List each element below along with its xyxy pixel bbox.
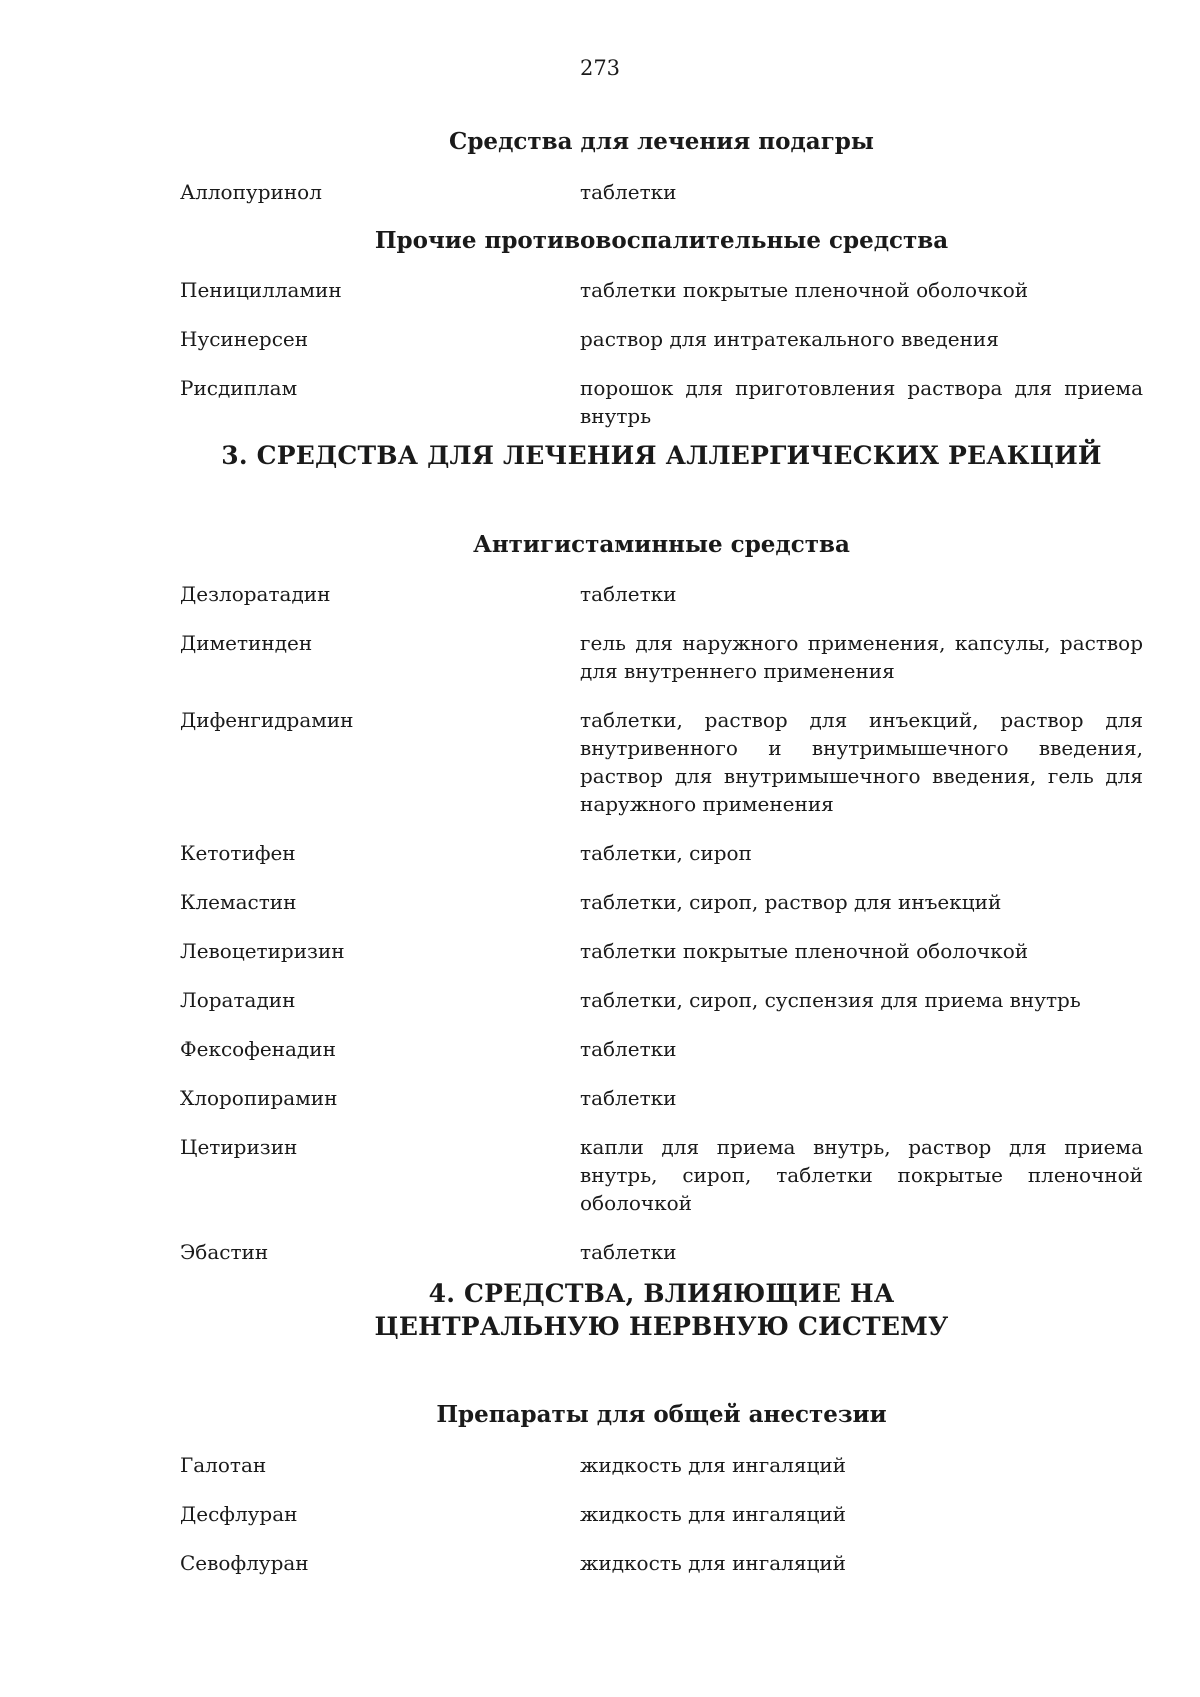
drug-name: Галотан xyxy=(180,1452,267,1477)
drug-row xyxy=(180,325,1143,353)
drug-form: таблетки, сироп, раствор для инъекций xyxy=(580,890,1002,915)
drug-row xyxy=(180,986,1143,1014)
subsection-title-antihistamines: Антигистаминные средства xyxy=(473,530,850,558)
drug-name: Десфлуран xyxy=(180,1501,298,1526)
drug-form: таблетки xyxy=(580,1086,677,1111)
drug-name: Хлоропирамин xyxy=(180,1086,338,1111)
drug-row xyxy=(180,1500,1143,1528)
subsection-title-anti-inflammatory: Прочие противовоспалительные средства xyxy=(374,226,949,254)
drug-name: Рисдиплам xyxy=(180,376,298,401)
drug-name: Эбастин xyxy=(180,1240,269,1265)
drug-row xyxy=(180,1451,1143,1479)
drug-form: капли для приема внутрь, раствор для приема внутрь, сироп, таблетки покрытые пленочной оболочкой xyxy=(580,1135,1143,1216)
drug-row xyxy=(180,706,1143,818)
drug-row xyxy=(180,374,1143,430)
drug-name: Клемастин xyxy=(180,890,297,915)
drug-form: жидкость для ингаляций xyxy=(580,1501,846,1526)
section-title-cns-line1: 4. СРЕДСТВА, ВЛИЯЮЩИЕ НА xyxy=(428,1279,895,1309)
drug-name: Фексофенадин xyxy=(180,1037,336,1062)
drug-form: раствор для интратекального введения xyxy=(580,327,999,352)
section-title-allergy: 3. СРЕДСТВА ДЛЯ ЛЕЧЕНИЯ АЛЛЕРГИЧЕСКИХ РЕАКЦИЙ xyxy=(221,441,1102,471)
drug-row xyxy=(180,580,1143,608)
drug-row xyxy=(180,937,1143,965)
section-title-cns-line2: ЦЕНТРАЛЬНУЮ НЕРВНУЮ СИСТЕМУ xyxy=(374,1311,949,1341)
drug-name: Левоцетиризин xyxy=(180,939,345,964)
drug-row xyxy=(180,888,1143,916)
drug-name: Пеницилламин xyxy=(180,278,342,303)
drug-row xyxy=(180,1133,1143,1217)
drug-name: Кетотифен xyxy=(180,841,296,866)
drug-form: порошок для приготовления раствора для приема внутрь xyxy=(580,376,1143,429)
drug-row xyxy=(180,276,1143,304)
drug-name: Севофлуран xyxy=(180,1550,309,1575)
drug-form: таблетки, раствор для инъекций, раствор для внутривенного и внутримышечного введения, раствор для внутримышечного введения, гель для наружного применения xyxy=(580,708,1143,817)
drug-name: Дифенгидрамин xyxy=(180,708,354,733)
page-number: 273 xyxy=(579,56,621,80)
drug-form: таблетки xyxy=(580,1240,677,1265)
drug-form: таблетки, сироп, суспензия для приема внутрь xyxy=(580,988,1081,1013)
drug-form: жидкость для ингаляций xyxy=(580,1452,846,1477)
drug-name: Цетиризин xyxy=(180,1135,298,1160)
drug-name: Диметинден xyxy=(180,631,313,656)
drug-row xyxy=(180,1238,1143,1266)
subsection-title-anesthesia: Препараты для общей анестезии xyxy=(436,1401,887,1429)
drug-row xyxy=(180,839,1143,867)
drug-row xyxy=(180,178,1143,206)
drug-form: гель для наружного применения, капсулы, раствор для внутреннего применения xyxy=(580,631,1143,684)
drug-form: таблетки, сироп xyxy=(580,841,752,866)
drug-name: Дезлоратадин xyxy=(180,582,331,607)
drug-row xyxy=(180,1084,1143,1112)
drug-row xyxy=(180,1035,1143,1063)
drug-row xyxy=(180,1549,1143,1577)
drug-form: таблетки xyxy=(580,1037,677,1062)
drug-form: таблетки xyxy=(580,179,677,204)
subsection-title-gout: Средства для лечения подагры xyxy=(449,128,874,155)
page-content xyxy=(180,128,1143,1598)
drug-name: Аллопуринол xyxy=(180,179,322,204)
drug-form: таблетки покрытые пленочной оболочкой xyxy=(580,278,1029,303)
drug-form: жидкость для ингаляций xyxy=(580,1550,846,1575)
drug-form: таблетки покрытые пленочной оболочкой xyxy=(580,939,1029,964)
drug-name: Нусинерсен xyxy=(180,327,309,352)
drug-row xyxy=(180,629,1143,685)
drug-form: таблетки xyxy=(580,582,677,607)
drug-name: Лоратадин xyxy=(180,988,296,1013)
